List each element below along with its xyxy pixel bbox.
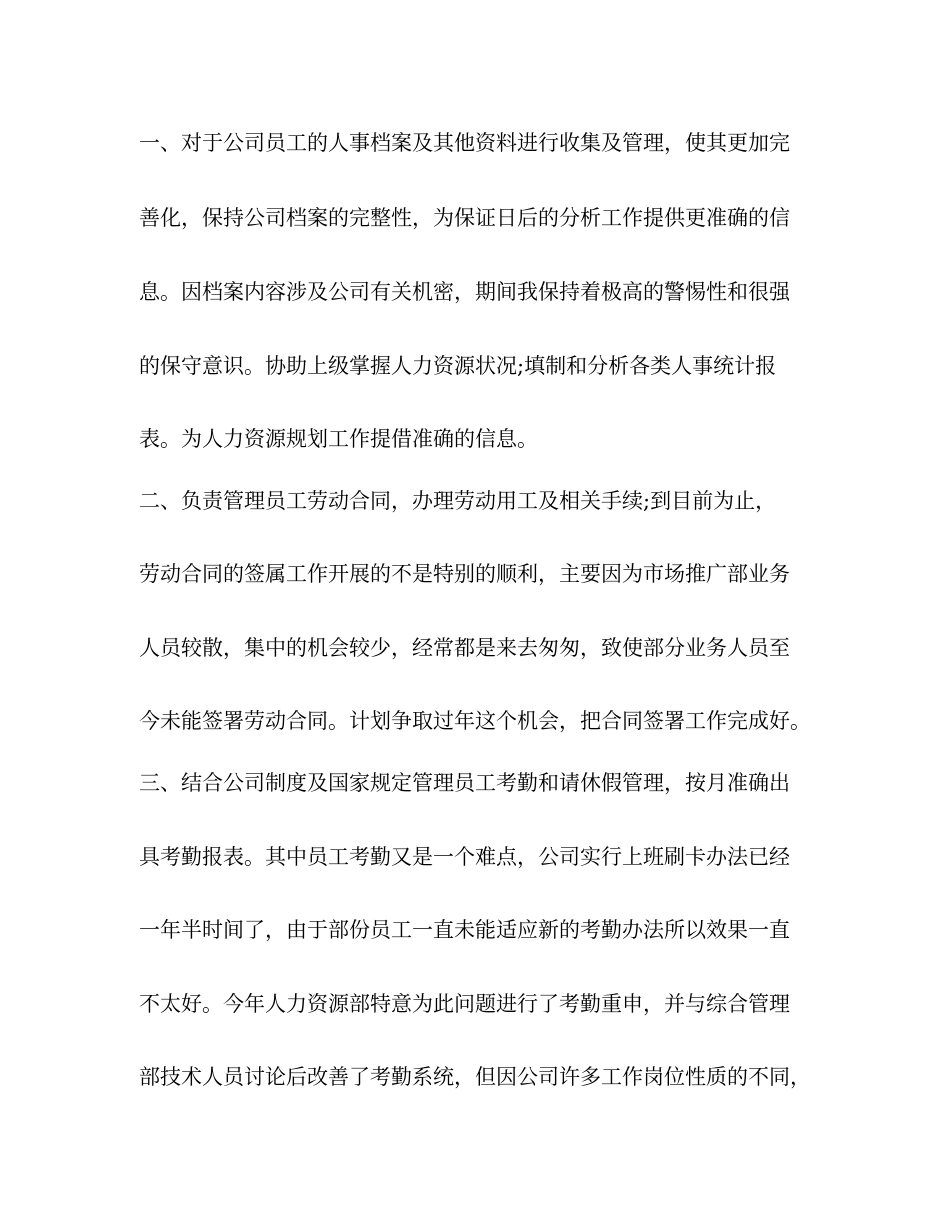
text-line: 三、结合公司制度及国家规定管理员工考勤和请休假管理，按月准确出 <box>139 771 790 795</box>
text-line: 表。为人力资源规划工作提借准确的信息。 <box>139 427 538 451</box>
text-line: 一、对于公司员工的人事档案及其他资料进行收集及管理，使其更加完 <box>139 131 790 155</box>
text-line: 劳动合同的签属工作开展的不是特别的顺利，主要因为市场推广部业务 <box>139 562 790 586</box>
text-line: 人员较散，集中的机会较少，经常都是来去匆匆，致使部分业务人员至 <box>139 636 790 660</box>
text-line: 一年半时间了，由于部份员工一直未能适应新的考勤办法所以效果一直 <box>139 918 790 942</box>
text-line: 具考勤报表。其中员工考勤又是一个难点，公司实行上班刷卡办法已经 <box>139 845 790 869</box>
text-line: 善化，保持公司档案的完整性，为保证日后的分析工作提供更准确的信 <box>139 206 790 230</box>
text-line: 二、负责管理员工劳动合同，办理劳动用工及相关手续;到目前为止， <box>139 489 777 513</box>
text-line: 息。因档案内容涉及公司有关机密，期间我保持着极高的警惕性和很强 <box>139 280 790 304</box>
text-line: 今未能签署劳动合同。计划争取过年这个机会，把合同签署工作完成好。 <box>139 709 811 733</box>
text-line: 部技术人员讨论后改善了考勤系统，但因公司许多工作岗位性质的不同， <box>139 1065 811 1089</box>
text-line: 不太好。今年人力资源部特意为此问题进行了考勤重申，并与综合管理 <box>139 992 790 1016</box>
text-line: 的保守意识。协助上级掌握人力资源状况;填制和分析各类人事统计报 <box>139 354 777 378</box>
